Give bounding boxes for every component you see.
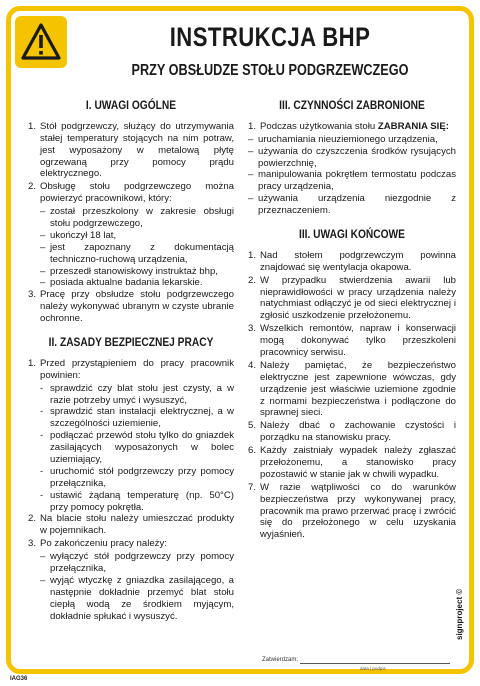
brand-label: signproject © [455, 588, 464, 640]
list-item: 5. Należy dbać o zachowanie czystości i porządku na stanowisku pracy. [248, 420, 456, 444]
warning-triangle-icon [21, 22, 61, 62]
sub-item: - uruchomić stół podgrzewczy przy pomocy przełącznika, [40, 465, 234, 489]
sub-item: – używania urządzenia niezgodnie z przeznaczeniem. [248, 193, 456, 217]
sub-item: - podłączać przewód stołu tylko do gniazdek zasilających wyposażonych w bolec uziemiający, [40, 430, 234, 466]
list-item: 3. Pracę przy obsłudze stołu podgrzewczego należy wykonywać ubranym w czyste ubranie ochronne. [28, 289, 234, 325]
list-item: 3. Wszelkich remontów, napraw i konserwacji mogą dokonywać tylko przeszkoleni pracownicy serwisu. [248, 323, 456, 358]
sub-item: - sprawdzić stan instalacji elektrycznej, a w szczególności uziemienie, [40, 406, 234, 430]
list-item: 2. Obsługę stołu podgrzewczego można powierzyć pracownikowi, który: [28, 181, 234, 205]
sub-item: – jest zapoznany z dokumentacją techniczno-ruchową urządzenia, [40, 241, 234, 265]
sub-item: – ukończył 18 lat, [40, 229, 117, 241]
list-item: 3. Po zakończeniu pracy należy: [28, 538, 167, 550]
sub-item: – posiada aktualne badania lekarskie. [40, 277, 203, 289]
sub-item: – został przeszkolony w zakresie obsługi stołu podgrzewczego, [40, 206, 234, 229]
right-column [248, 98, 456, 542]
list-item: 2. Na blacie stołu należy umieszczać produkty w pojemnikach. [28, 513, 234, 537]
list-item: 1. Nad stołem podgrzewczym powinna znajdować się wentylacja okapowa. [248, 249, 456, 273]
section-title-general: I. UWAGI OGÓLNE [85, 98, 177, 112]
list-item: 6. Każdy zaistniały wypadek należy zgłaszać przełożonemu, a stanowisko pracy pozostawić w stanie jak w chwili wypadku. [248, 445, 456, 480]
list-item: 4. Należy pamiętać, że bezpieczeństwo elektryczne jest zapewnione wówczas, gdy urządzenie jest właściwie uziemione zgodnie z normami bezpieczeństwa i podłączone do sprawnej sieci. [248, 359, 456, 419]
list-item: 1. Przed przystąpieniem do pracy pracownik powinien: [28, 357, 234, 381]
section-title-safe-work: II. ZASADY BEZPIECZNEJ PRACY [48, 335, 214, 350]
list-item: 1. Podczas użytkowania stołu ZABRANIA SIĘ: [248, 120, 449, 132]
sub-item: – manipulowania pokrętłem termostatu podczas pracy urządzenia, [248, 169, 456, 193]
left-column [28, 98, 234, 622]
sub-item: – przeszedł stanowiskowy instruktaż bhp, [40, 265, 218, 277]
product-code: IAG36 [10, 676, 28, 682]
warning-badge [15, 16, 67, 68]
sub-item: – używania do czyszczenia środków rysujących powierzchnię, [248, 145, 456, 169]
list-item: 2. W przypadku stwierdzenia awarii lub nieprawidłowości w pracy urządzenia należy natychmiast odłączyć je od sieci elektrycznej i zgłosić uszkodzenie przełożonemu. [248, 274, 456, 322]
list-item: 7. W razie wątpliwości co do warunków bezpieczeństwa przy wykonywanej pracy, pracownik ma prawo przerwać pracę i zwrócić się do przełożonego w celu uzyskania wyjaśnień. [248, 481, 456, 541]
page-subtitle: PRZY OBSŁUDZE STOŁU PODGRZEWCZEGO [131, 62, 409, 79]
sub-item: – uruchamiania nieuziemionego urządzenia, [248, 133, 438, 145]
section-title-prohibited: III. CZYNNOŚCI ZABRONIONE [279, 98, 425, 112]
list-item: 1. Stół podgrzewczy, służący do utrzymywania stałej temperatury stojących na nim potraw, jest wyposażony w metalową płytę ogrzewaną przy pomocy prądu elektrycznego. [28, 120, 234, 180]
approval-signature-line [300, 663, 450, 664]
approval-label: Zatwierdzam: [262, 657, 299, 663]
sub-item: - ustawić żądaną temperaturę (np. 50°C) przy pomocy pokrętła. [40, 489, 234, 513]
sub-item: - sprawdzić czy blat stołu jest czysty, a w razie potrzeby umyć i wysuszyć, [40, 382, 234, 406]
page-title: INSTRUKCJA BHP [169, 22, 371, 52]
section-title-final-notes: III. UWAGI KOŃCOWE [299, 227, 405, 241]
approval-sublabel: data | podpis [360, 666, 386, 671]
sub-item: – wyłączyć stół podgrzewczy przy pomocy przełącznika, [40, 551, 234, 575]
sub-item: – wyjąć wtyczkę z gniazdka zasilającego, a następnie dokładnie przemyć blat stołu ciepłą wodą ze środkiem myjącym, dokładnie spłukać i wysuszyć. [40, 574, 234, 622]
